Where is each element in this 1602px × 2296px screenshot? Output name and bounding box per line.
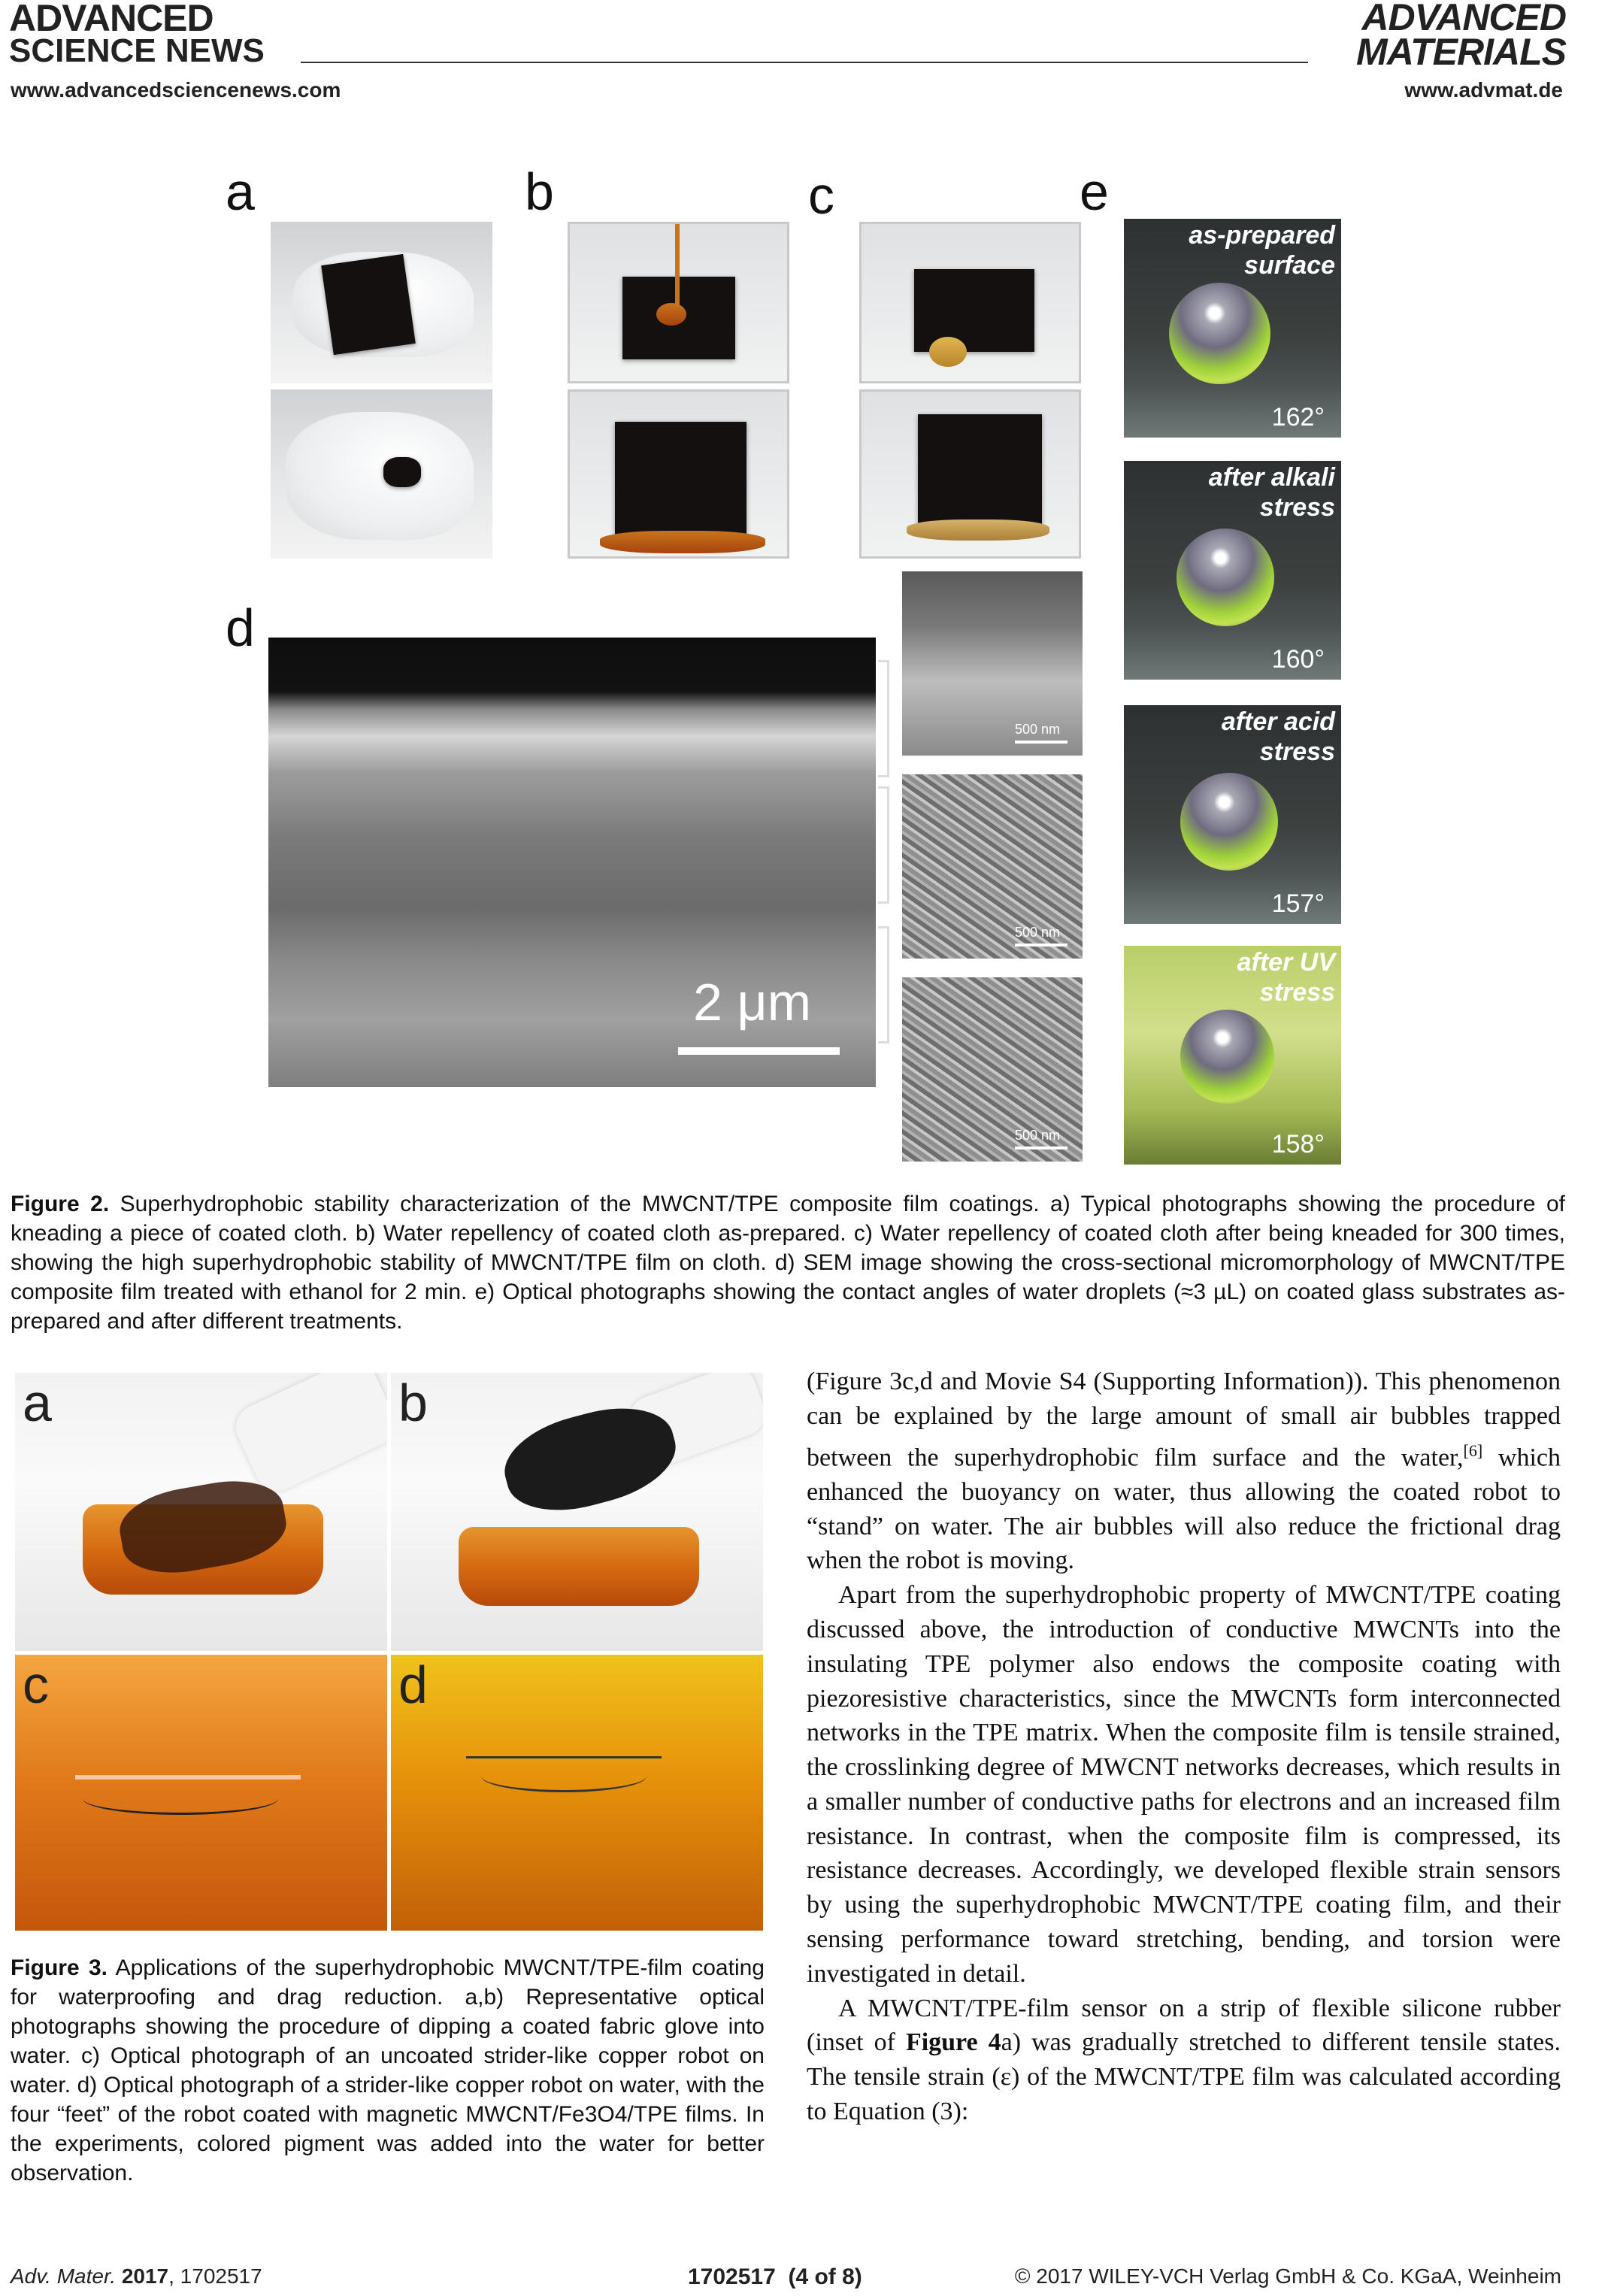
contact-angle-value: 162° — [1271, 403, 1325, 432]
beaker-water — [459, 1527, 699, 1606]
droplet-condition-line1: after alkali — [1208, 463, 1335, 492]
figure-3-caption-text: Applications of the superhydrophobic MWCNT/TPE-film coating for waterproofing and drag reduction. a,b) Representative optical photographs showing the procedure of dipping a coated fabric glove into water. c) Optical photograph of an uncoated strider-like copper robot on water. d) Optical photograph of a strider-like copper robot on water, with the four “feet” of the robot coated with magnetic MWCNT/Fe3O4/TPE films. In the experiments, colored pigment was added into the water for better observation. — [11, 1955, 765, 2185]
fig3-label-a: a — [23, 1374, 52, 1432]
figure-3 — [15, 1373, 767, 1931]
journal-logo-line2: MATERIALS — [1356, 31, 1566, 73]
publisher-url[interactable]: www.advancedsciencenews.com — [11, 78, 341, 101]
water-stream — [675, 224, 680, 307]
figure-3-caption-title: Figure 3. — [11, 1955, 108, 1980]
figure-2-caption-title: Figure 2. — [11, 1192, 110, 1216]
cloth-sample — [615, 422, 746, 535]
droplet-condition-label — [1209, 462, 1335, 523]
droplet-photo-after-uv — [1122, 944, 1343, 1167]
floating-robot — [466, 1756, 662, 1758]
sem-zoom-scale-label: 500 nm — [1015, 722, 1061, 737]
sem-cross-section-image — [268, 638, 876, 1087]
water-droplet — [1180, 773, 1278, 871]
journal-logo-line1: ADVANCED — [1361, 0, 1566, 38]
fig2-label-d: d — [226, 598, 255, 657]
footer-page-label: 1702517 (4 of 8) — [688, 2264, 862, 2289]
droplet-photo-after-alkali — [1122, 459, 1343, 682]
zoom-bracket-2 — [878, 786, 889, 904]
sem-zoom-scale-label: 500 nm — [1015, 925, 1061, 940]
cloth-sample — [914, 269, 1034, 352]
photo-kneading-cloth-open — [271, 222, 492, 383]
body-paragraph-3-text-b: a) was gradually stretched to different tensile states. The tensile strain (ε) of the MWCNT/TPE film was calculated according to Equation (3): — [807, 2028, 1561, 2126]
figure-3-caption — [11, 1953, 765, 2188]
fig3-label-b: b — [398, 1374, 428, 1432]
droplet-condition-label — [1237, 947, 1335, 1007]
contact-angle-value: 158° — [1271, 1130, 1325, 1159]
droplet-photo-after-acid — [1122, 703, 1343, 926]
robot-legs — [481, 1760, 647, 1792]
sem-zoom-scale-bar — [1015, 944, 1067, 947]
cloth-sample — [321, 254, 416, 355]
body-text-column — [807, 1365, 1561, 2129]
droplet-condition-line2: stress — [1259, 978, 1335, 1007]
droplet-condition-line1: after UV — [1237, 948, 1335, 977]
figure-2-caption-text: Superhydrophobic stability characterization of the MWCNT/TPE composite film coatings. a) Typical photographs showing the procedure of kneading a piece of coated cloth. b) Water repellency of coated cloth as-prepared. c) Water repellency of coated cloth after being kneaded for 300 times, showing the high superhydrophobic stability of MWCNT/TPE film on cloth. d) SEM image showing the cross-sectional micromorphology of MWCNT/TPE composite film treated with ethanol for 2 min. e) Optical photographs showing the contact angles of water droplets (≈3 µL) on coated glass substrates as-prepared and after different treatments. — [11, 1192, 1566, 1334]
photo-glove-after-water — [391, 1373, 763, 1651]
body-paragraph-1-text-a: (Figure 3c,d and Movie S4 (Supporting Information)). This phenomenon can be explained by the large amount of small air bubbles trapped between the superhydrophobic film surface and the water, — [807, 1368, 1561, 1471]
fig3-label-d: d — [398, 1655, 428, 1714]
photo-kneading-cloth-crumpled — [271, 389, 492, 559]
figure-2-caption — [11, 1189, 1565, 1336]
contact-angle-value: 157° — [1271, 889, 1325, 918]
body-paragraph-1 — [807, 1365, 1561, 1578]
droplet-condition-line2: stress — [1259, 493, 1335, 522]
photo-water-repellency-asprepared-bottom — [568, 389, 789, 559]
water-drop — [929, 337, 967, 367]
cloth-sample — [383, 457, 421, 487]
water-runoff — [907, 519, 1049, 541]
footer-article-id: , 1702517 — [168, 2264, 262, 2288]
footer-journal-ref — [11, 2264, 262, 2288]
sem-zoom-image-top — [902, 571, 1083, 756]
publisher-name-line1: ADVANCED — [9, 0, 213, 39]
citation-ref[interactable]: [6] — [1463, 1440, 1483, 1460]
droplet-condition-line1: as-prepared — [1189, 221, 1335, 250]
figure-4-link[interactable]: Figure 4 — [905, 2028, 1001, 2057]
sem-zoom-image-middle — [902, 774, 1083, 959]
fig2-label-b: b — [525, 162, 554, 221]
droplet-condition-label — [1189, 220, 1335, 280]
body-paragraph-1-text-b: which enhanced the buoyancy on water, thus allowing the coated robot to “stand” on water. The air bubbles will also reduce the frictional drag when the robot is moving. — [807, 1443, 1561, 1575]
photo-glove-dipping-in-water — [15, 1373, 387, 1651]
fig2-label-c: c — [808, 166, 834, 225]
sem-scale-bar — [678, 1047, 840, 1055]
sem-scale-label: 2 μm — [693, 973, 812, 1031]
droplet-condition-line2: surface — [1244, 251, 1335, 280]
water-droplet — [1169, 283, 1270, 384]
footer-journal-year: 2017 — [121, 2264, 169, 2288]
sem-zoom-scale-bar — [1015, 1146, 1067, 1150]
water-droplet — [1177, 529, 1274, 626]
publisher-name-line2: SCIENCE NEWS — [9, 32, 265, 69]
journal-url[interactable]: www.advmat.de — [1404, 78, 1563, 101]
sem-zoom-scale-label: 500 nm — [1015, 1128, 1061, 1143]
contact-angle-value: 160° — [1271, 645, 1325, 674]
zoom-bracket-1 — [878, 660, 889, 777]
body-paragraph-2: Apart from the superhydrophobic property of MWCNT/TPE coating discussed above, the introduction of conductive MWCNTs into the insulating TPE polymer also endows the composite coating with piezoresistive characteristics, since the MWCNTs form interconnected networks in the TPE matrix. When the composite film is tensile strained, the crosslinking degree of MWCNT networks decreases, which results in a smaller number of conductive paths for electrons and an increased film resistance. In contrast, when the composite film is compressed, its resistance decreases. Accordingly, we developed flexible strain sensors by using the superhydrophobic MWCNT/TPE coating film, and their sensing performance toward stretching, bending, and torsion were investigated in detail. — [807, 1581, 1561, 1988]
fig2-label-e: e — [1080, 162, 1109, 221]
photo-uncoated-robot-on-water — [15, 1655, 387, 1931]
photo-coated-robot-on-water — [391, 1655, 763, 1931]
water-drop — [656, 303, 686, 326]
footer-journal-name: Adv. Mater. — [11, 2264, 117, 2288]
sunken-robot — [83, 1783, 278, 1815]
droplet-condition-line2: stress — [1259, 738, 1335, 766]
water-runoff — [600, 531, 765, 553]
photo-water-repellency-kneaded-top — [859, 222, 1081, 383]
water-surface — [75, 1775, 301, 1780]
body-paragraph-3-text-a: A MWCNT/TPE-film sensor on a strip of flexible silicone rubber (inset of — [807, 1994, 1561, 2057]
sem-zoom-image-bottom — [902, 977, 1083, 1162]
photo-water-repellency-kneaded-bottom — [859, 389, 1081, 559]
photo-water-repellency-asprepared-top — [568, 222, 789, 383]
lab-coat-sleeve — [229, 1373, 387, 1498]
zoom-bracket-3 — [878, 926, 889, 1043]
body-paragraph-3 — [807, 1992, 1561, 2129]
droplet-photo-as-prepared — [1122, 217, 1343, 440]
water-droplet — [1180, 1010, 1274, 1104]
glove-shape — [286, 412, 474, 540]
footer-copyright: © 2017 WILEY-VCH Verlag GmbH & Co. KGaA, Weinheim — [1014, 2264, 1561, 2288]
droplet-condition-line1: after acid — [1221, 707, 1335, 736]
fig2-label-a: a — [226, 162, 255, 221]
droplet-condition-label — [1222, 707, 1335, 767]
fig3-label-c: c — [23, 1655, 49, 1714]
cloth-sample — [918, 414, 1042, 531]
sem-zoom-scale-bar — [1015, 741, 1067, 744]
